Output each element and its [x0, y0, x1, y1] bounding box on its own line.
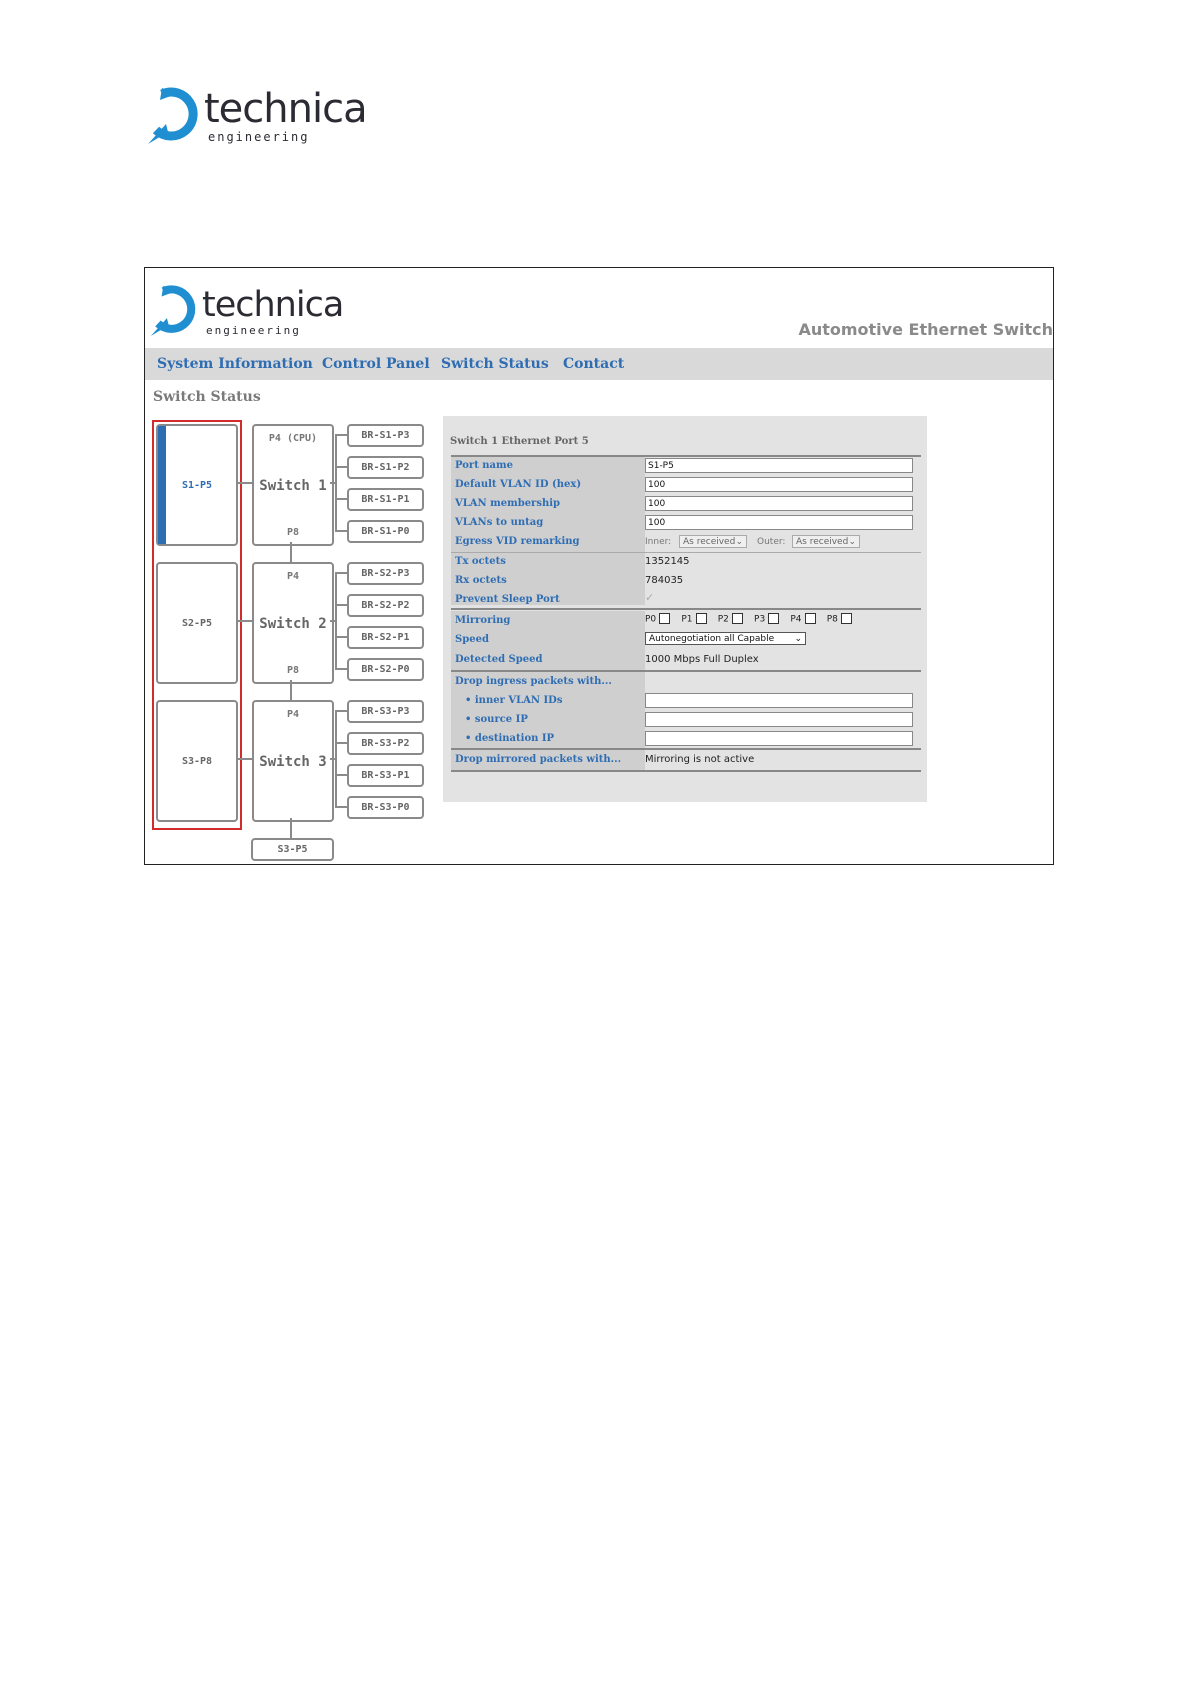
rx-octets-value: 784035 [645, 575, 684, 586]
mirror-port-label: P4 [790, 614, 802, 625]
port-details-panel [443, 416, 927, 802]
destination-ip-label: • destination IP [465, 733, 555, 744]
switch-ui-screenshot [144, 267, 1054, 865]
drop-ingress-label: Drop ingress packets with... [455, 676, 612, 687]
technica-logo-icon [146, 84, 204, 146]
speed-label: Speed [455, 634, 489, 645]
divider [451, 608, 921, 610]
switch-top-port: P4 [286, 709, 300, 720]
switch-link-line [290, 680, 292, 700]
nav-switch-status[interactable]: Switch Status [441, 356, 549, 372]
branch-line [335, 806, 347, 808]
mirror-port-label: P2 [717, 614, 729, 625]
section-title: Switch Status [153, 389, 261, 405]
tx-octets-value: 1352145 [645, 556, 690, 567]
connector-line [238, 620, 252, 622]
rx-octets-label: Rx octets [455, 575, 507, 586]
source-ip-input[interactable] [645, 712, 913, 727]
outer-label: Outer: [757, 537, 786, 547]
br-port-label: BR-S2-P2 [361, 600, 410, 611]
source-ip-label: • source IP [465, 714, 528, 725]
bus-line [330, 758, 337, 760]
destination-ip-input[interactable] [645, 731, 913, 746]
inner-vlan-ids-label: • inner VLAN IDs [465, 695, 563, 706]
branch-line [335, 742, 347, 744]
br-port-label: BR-S2-P0 [361, 664, 410, 675]
prevent-sleep-label: Prevent Sleep Port [455, 594, 560, 605]
br-port-label: BR-S1-P3 [361, 430, 410, 441]
bus-line [330, 482, 337, 484]
br-port-label: BR-S2-P3 [361, 568, 410, 579]
br-port-box[interactable] [347, 520, 424, 543]
divider [451, 552, 921, 553]
logo-subtitle: engineering [208, 130, 310, 144]
br-port-label: BR-S1-P0 [361, 526, 410, 537]
br-port-box[interactable] [347, 658, 424, 681]
mirror-p4-checkbox[interactable] [805, 613, 816, 624]
switch-name: Switch 3 [259, 754, 327, 770]
mirror-port-label: P3 [754, 614, 766, 625]
port-name-input[interactable] [645, 458, 913, 473]
branch-line [335, 710, 347, 712]
branch-line [335, 668, 347, 670]
prevent-sleep-checkbox[interactable]: ✓ [645, 591, 655, 604]
speed-select[interactable] [645, 632, 806, 645]
branch-line [335, 572, 347, 574]
branch-line [335, 530, 347, 532]
switch-3-box[interactable] [252, 700, 334, 822]
bus-line [330, 620, 337, 622]
branch-line [335, 604, 347, 606]
vlans-untag-label: VLANs to untag [455, 517, 544, 528]
drop-mirrored-value: Mirroring is not active [645, 754, 755, 765]
panel-title: Switch 1 Ethernet Port 5 [450, 436, 589, 447]
br-port-label: BR-S3-P2 [361, 738, 410, 749]
technica-logo-icon [149, 282, 201, 338]
port-label: S1-P5 [181, 479, 213, 491]
branch-line [335, 498, 347, 500]
br-port-box[interactable] [347, 764, 424, 787]
br-port-label: BR-S1-P1 [361, 494, 410, 505]
mirror-p1-checkbox[interactable] [696, 613, 707, 624]
nav-contact[interactable]: Contact [563, 356, 625, 372]
nav-control-panel[interactable]: Control Panel [322, 356, 430, 372]
vlan-id-label: Default VLAN ID (hex) [455, 479, 582, 490]
egress-remarking-label: Egress VID remarking [455, 536, 580, 547]
port-label: S3-P5 [277, 844, 308, 855]
branch-line [335, 636, 347, 638]
logo-wordmark: technica [202, 285, 344, 325]
branch-line [335, 434, 347, 436]
detected-speed-label: Detected Speed [455, 654, 543, 665]
logo-wordmark: technica [204, 86, 367, 132]
mirror-port-label: P1 [681, 614, 693, 625]
chevron-down-icon: ⌄ [848, 537, 856, 547]
vlan-id-input[interactable] [645, 477, 913, 492]
inner-label: Inner: [645, 537, 672, 547]
tx-octets-label: Tx octets [455, 556, 506, 567]
outer-remark-select[interactable] [792, 535, 860, 548]
br-port-box[interactable] [347, 732, 424, 755]
br-port-box[interactable] [347, 700, 424, 723]
vlan-membership-label: VLAN membership [455, 498, 561, 509]
br-port-box[interactable] [347, 488, 424, 511]
speed-value: Autonegotiation all Capable [649, 634, 775, 644]
switch-bottom-port: P8 [286, 527, 300, 538]
port-box-s3-p8[interactable] [156, 700, 238, 822]
mirror-p2-checkbox[interactable] [732, 613, 743, 624]
logo-subtitle: engineering [206, 324, 301, 337]
drop-mirrored-label: Drop mirrored packets with... [455, 754, 622, 765]
switch-name: Switch 2 [259, 616, 327, 632]
inner-vlan-ids-input[interactable] [645, 693, 913, 708]
mirroring-ports [645, 613, 860, 625]
outer-remark-value: As received [796, 537, 849, 547]
br-port-box[interactable] [347, 796, 424, 819]
br-port-box[interactable] [347, 594, 424, 617]
br-port-box[interactable] [347, 626, 424, 649]
vlan-membership-input[interactable] [645, 496, 913, 511]
divider [451, 670, 921, 672]
chevron-down-icon: ⌄ [735, 537, 743, 547]
switch-top-port: P4 (CPU) [268, 433, 318, 444]
mirror-port-label: P8 [826, 614, 838, 625]
branch-line [335, 774, 347, 776]
connector-line [238, 758, 252, 760]
divider [451, 770, 921, 772]
br-port-box[interactable] [347, 424, 424, 447]
connector-line [238, 482, 252, 484]
switch-2-box[interactable] [252, 562, 334, 684]
br-port-label: BR-S3-P3 [361, 706, 410, 717]
switch-bottom-port: P8 [286, 665, 300, 676]
top-nav [145, 348, 1053, 380]
br-port-box[interactable] [347, 562, 424, 585]
switch-top-port: P4 [286, 571, 300, 582]
mirror-p0-checkbox[interactable] [659, 613, 670, 624]
vlans-untag-input[interactable] [645, 515, 913, 530]
br-port-label: BR-S3-P1 [361, 770, 410, 781]
inner-remark-value: As received [683, 537, 736, 547]
br-port-label: BR-S3-P0 [361, 802, 410, 813]
mirror-port-label: P0 [645, 614, 657, 625]
switch-link-line [290, 818, 292, 838]
port-box-s2-p5[interactable] [156, 562, 238, 684]
br-port-label: BR-S1-P2 [361, 462, 410, 473]
inner-remark-select[interactable] [679, 535, 747, 548]
port-box-s3-p5[interactable] [251, 838, 334, 861]
nav-system-information[interactable]: System Information [157, 356, 313, 372]
divider [451, 748, 921, 750]
detected-speed-value: 1000 Mbps Full Duplex [645, 654, 759, 665]
switch-link-line [290, 542, 292, 562]
port-name-label: Port name [455, 460, 513, 471]
br-port-label: BR-S2-P1 [361, 632, 410, 643]
chevron-down-icon: ⌄ [794, 634, 802, 644]
branch-line [335, 466, 347, 468]
port-label: S3-P8 [181, 755, 213, 767]
mirroring-label: Mirroring [455, 615, 511, 626]
mirror-p8-checkbox[interactable] [841, 613, 852, 624]
br-port-box[interactable] [347, 456, 424, 479]
switch-name: Switch 1 [259, 478, 327, 494]
switch-1-box[interactable] [252, 424, 334, 546]
port-label: S2-P5 [181, 617, 213, 629]
app-title: Automotive Ethernet Switch [798, 320, 1053, 339]
selected-indicator [158, 426, 166, 544]
port-box-s1-p5[interactable] [156, 424, 238, 546]
mirror-p3-checkbox[interactable] [768, 613, 779, 624]
